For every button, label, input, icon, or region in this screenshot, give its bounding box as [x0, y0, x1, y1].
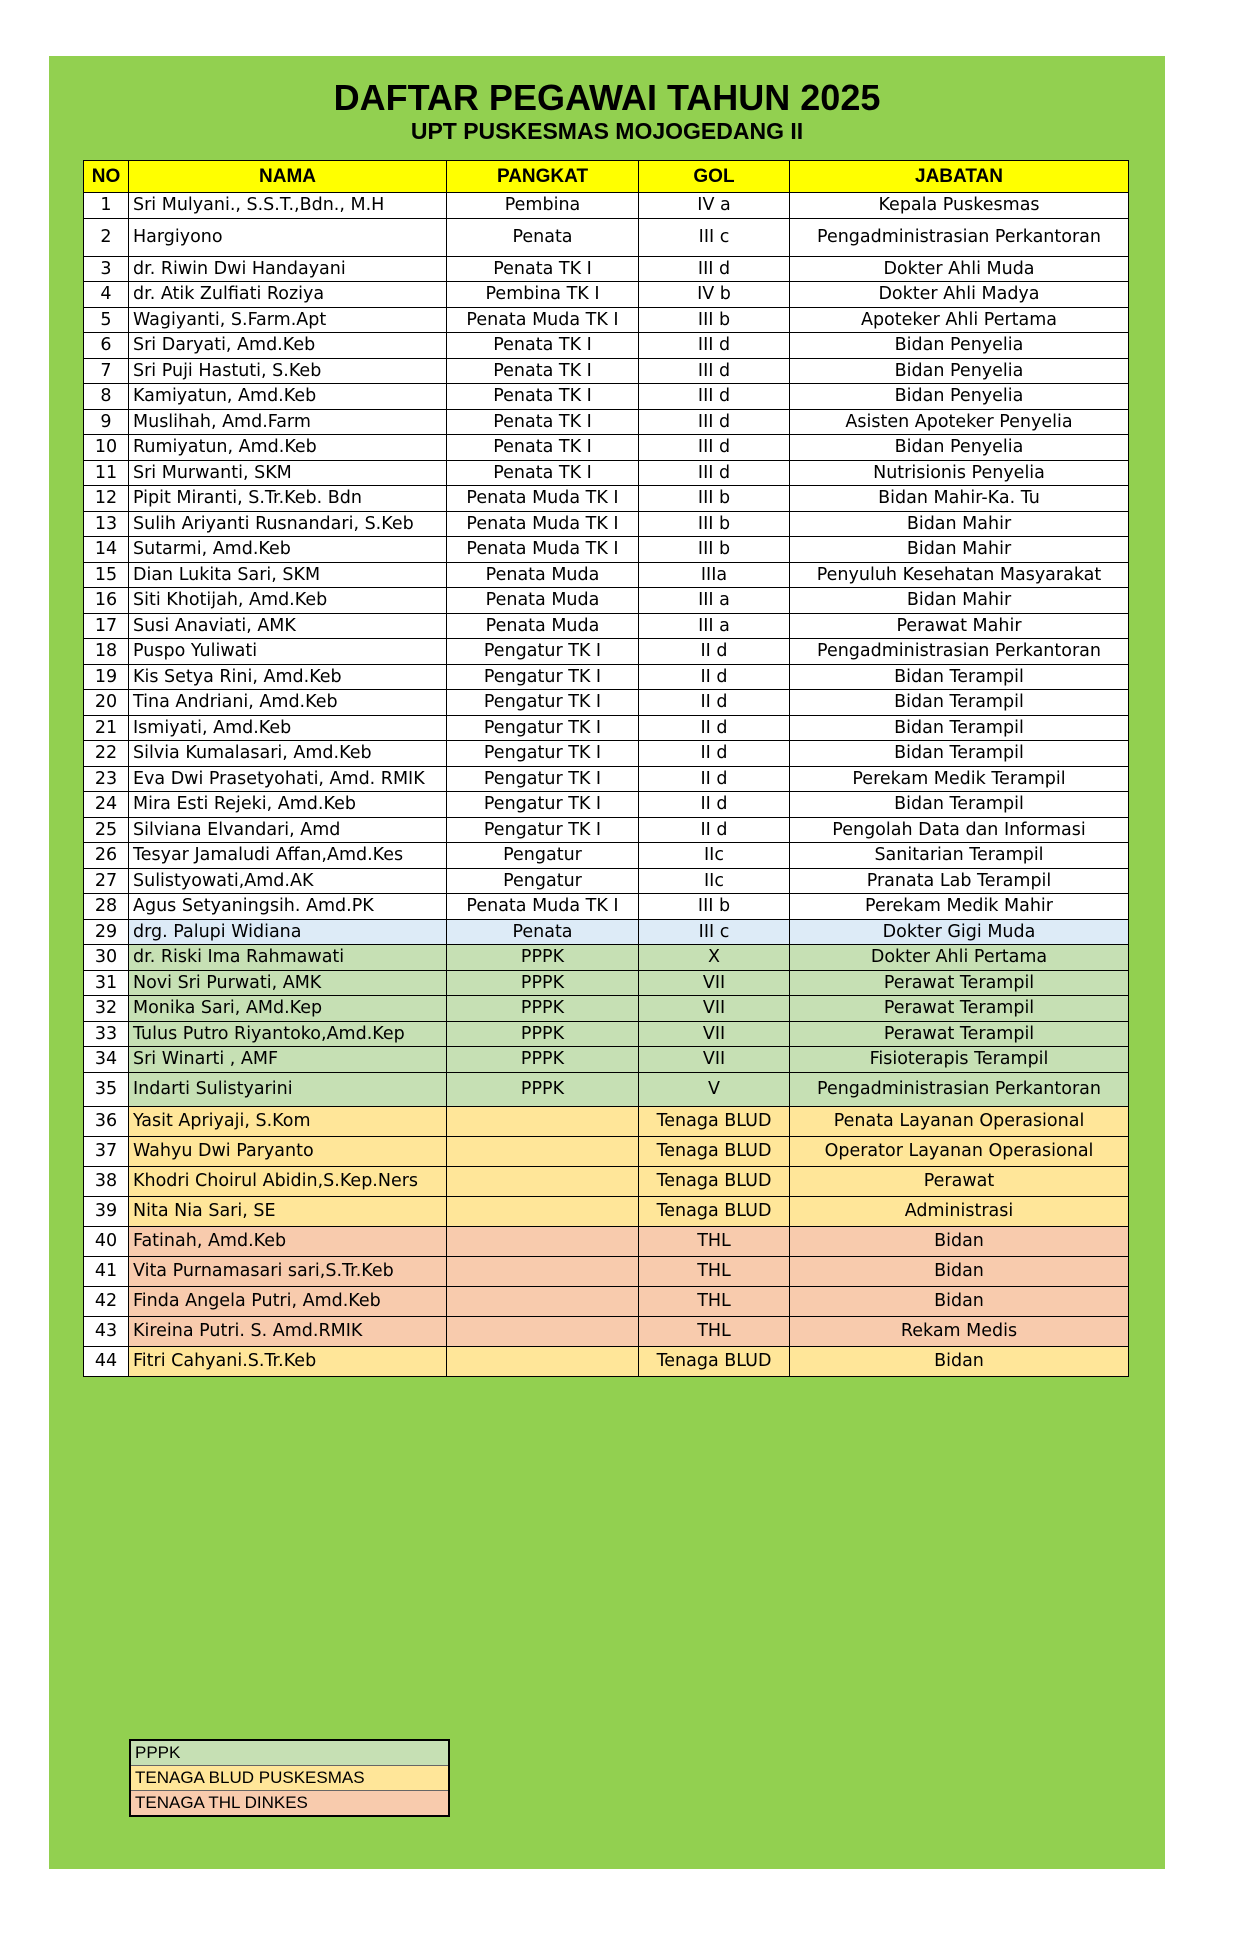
- cell-pangkat: Penata Muda: [447, 588, 639, 614]
- cell-no: 21: [84, 715, 129, 741]
- cell-nama: Wahyu Dwi Paryanto: [129, 1136, 447, 1166]
- cell-pangkat: PPPK: [447, 996, 639, 1022]
- cell-gol: IIIa: [639, 562, 790, 588]
- cell-pangkat: PPPK: [447, 945, 639, 971]
- table-row: [84, 664, 1129, 690]
- cell-pangkat: Penata Muda TK I: [447, 307, 639, 333]
- cell-pangkat: Pengatur TK I: [447, 639, 639, 665]
- cell-nama: Tina Andriani, Amd.Keb: [129, 690, 447, 716]
- table-row: [84, 1346, 1129, 1376]
- cell-no: 28: [84, 894, 129, 920]
- table-row: [84, 766, 1129, 792]
- cell-nama: Sri Mulyani., S.S.T.,Bdn., M.H: [129, 193, 447, 219]
- cell-gol: III c: [639, 919, 790, 945]
- cell-gol: THL: [639, 1226, 790, 1256]
- table-row: [84, 282, 1129, 308]
- cell-gol: IIc: [639, 868, 790, 894]
- cell-no: 30: [84, 945, 129, 971]
- cell-pangkat: Pengatur TK I: [447, 792, 639, 818]
- cell-nama: Sri Puji Hastuti, S.Keb: [129, 358, 447, 384]
- cell-jabatan: Penata Layanan Operasional: [790, 1106, 1129, 1136]
- cell-jabatan: Bidan: [790, 1286, 1129, 1316]
- legend-item-thl: TENAGA THL DINKES: [131, 1791, 448, 1815]
- cell-no: 14: [84, 537, 129, 563]
- cell-gol: Tenaga BLUD: [639, 1166, 790, 1196]
- table-row: [84, 218, 1129, 256]
- cell-gol: II d: [639, 766, 790, 792]
- cell-pangkat: PPPK: [447, 1047, 639, 1073]
- cell-gol: III d: [639, 358, 790, 384]
- table-row: [84, 613, 1129, 639]
- table-row: [84, 1136, 1129, 1166]
- cell-jabatan: Bidan: [790, 1346, 1129, 1376]
- cell-pangkat: Penata Muda TK I: [447, 537, 639, 563]
- cell-jabatan: Operator Layanan Operasional: [790, 1136, 1129, 1166]
- cell-jabatan: Perekam Medik Mahir: [790, 894, 1129, 920]
- table-row: [84, 843, 1129, 869]
- cell-jabatan: Pengadministrasian Perkantoran: [790, 1072, 1129, 1106]
- cell-gol: II d: [639, 664, 790, 690]
- cell-pangkat: Penata TK I: [447, 384, 639, 410]
- cell-nama: Khodri Choirul Abidin,S.Kep.Ners: [129, 1166, 447, 1196]
- cell-no: 39: [84, 1196, 129, 1226]
- page-title: DAFTAR PEGAWAI TAHUN 2025: [333, 77, 881, 118]
- cell-no: 31: [84, 970, 129, 996]
- cell-pangkat: PPPK: [447, 1021, 639, 1047]
- cell-nama: Hargiyono: [129, 218, 447, 256]
- cell-gol: THL: [639, 1286, 790, 1316]
- cell-pangkat: [447, 1106, 639, 1136]
- table-row: [84, 996, 1129, 1022]
- cell-no: 10: [84, 435, 129, 461]
- cell-no: 43: [84, 1316, 129, 1346]
- cell-gol: V: [639, 1072, 790, 1106]
- cell-jabatan: Bidan Terampil: [790, 741, 1129, 767]
- cell-gol: IIc: [639, 843, 790, 869]
- cell-jabatan: Dokter Ahli Muda: [790, 256, 1129, 282]
- table-row: [84, 307, 1129, 333]
- cell-no: 23: [84, 766, 129, 792]
- table-row: [84, 588, 1129, 614]
- cell-nama: Pipit Miranti, S.Tr.Keb. Bdn: [129, 486, 447, 512]
- table-row: [84, 715, 1129, 741]
- cell-jabatan: Bidan Mahir: [790, 511, 1129, 537]
- table-row: [84, 1226, 1129, 1256]
- cell-pangkat: Penata Muda TK I: [447, 486, 639, 512]
- cell-pangkat: Penata: [447, 218, 639, 256]
- cell-pangkat: Penata TK I: [447, 409, 639, 435]
- cell-jabatan: Bidan Terampil: [790, 715, 1129, 741]
- cell-no: 19: [84, 664, 129, 690]
- cell-nama: Indarti Sulistyarini: [129, 1072, 447, 1106]
- cell-no: 22: [84, 741, 129, 767]
- cell-gol: III b: [639, 307, 790, 333]
- cell-nama: Fitri Cahyani.S.Tr.Keb: [129, 1346, 447, 1376]
- cell-nama: Sulih Ariyanti Rusnandari, S.Keb: [129, 511, 447, 537]
- cell-gol: Tenaga BLUD: [639, 1136, 790, 1166]
- cell-no: 40: [84, 1226, 129, 1256]
- table-row: [84, 1072, 1129, 1106]
- cell-pangkat: [447, 1136, 639, 1166]
- cell-pangkat: Penata TK I: [447, 256, 639, 282]
- table-row: [84, 333, 1129, 359]
- cell-no: 29: [84, 919, 129, 945]
- cell-pangkat: [447, 1196, 639, 1226]
- cell-jabatan: Bidan Penyelia: [790, 358, 1129, 384]
- cell-pangkat: Penata TK I: [447, 333, 639, 359]
- cell-gol: III b: [639, 486, 790, 512]
- column-header-pangkat: PANGKAT: [447, 161, 639, 193]
- table-row: [84, 1021, 1129, 1047]
- cell-nama: Sulistyowati,Amd.AK: [129, 868, 447, 894]
- table-row: [84, 894, 1129, 920]
- cell-gol: III d: [639, 384, 790, 410]
- cell-pangkat: Pembina: [447, 193, 639, 219]
- table-row: [84, 435, 1129, 461]
- cell-no: 3: [84, 256, 129, 282]
- cell-nama: Agus Setyaningsih. Amd.PK: [129, 894, 447, 920]
- cell-nama: Kis Setya Rini, Amd.Keb: [129, 664, 447, 690]
- cell-no: 26: [84, 843, 129, 869]
- table-row: [84, 919, 1129, 945]
- cell-gol: III d: [639, 460, 790, 486]
- cell-gol: Tenaga BLUD: [639, 1106, 790, 1136]
- cell-nama: Tulus Putro Riyantoko,Amd.Kep: [129, 1021, 447, 1047]
- cell-gol: IV b: [639, 282, 790, 308]
- table-row: [84, 1196, 1129, 1226]
- cell-jabatan: Pranata Lab Terampil: [790, 868, 1129, 894]
- cell-nama: Finda Angela Putri, Amd.Keb: [129, 1286, 447, 1316]
- cell-jabatan: Perawat Terampil: [790, 970, 1129, 996]
- cell-no: 11: [84, 460, 129, 486]
- cell-no: 32: [84, 996, 129, 1022]
- cell-gol: THL: [639, 1316, 790, 1346]
- cell-pangkat: Pengatur TK I: [447, 664, 639, 690]
- cell-jabatan: Bidan Penyelia: [790, 435, 1129, 461]
- cell-pangkat: Pengatur: [447, 843, 639, 869]
- table-row: [84, 970, 1129, 996]
- legend-item-pppk: PPPK: [131, 1741, 448, 1766]
- cell-jabatan: Bidan Mahir: [790, 537, 1129, 563]
- cell-no: 5: [84, 307, 129, 333]
- cell-no: 27: [84, 868, 129, 894]
- cell-jabatan: Sanitarian Terampil: [790, 843, 1129, 869]
- table-row: [84, 1286, 1129, 1316]
- cell-no: 42: [84, 1286, 129, 1316]
- cell-gol: III d: [639, 435, 790, 461]
- cell-nama: Fatinah, Amd.Keb: [129, 1226, 447, 1256]
- cell-jabatan: Administrasi: [790, 1196, 1129, 1226]
- employee-table: [83, 160, 1129, 1377]
- cell-nama: Puspo Yuliwati: [129, 639, 447, 665]
- cell-jabatan: Pengolah Data dan Informasi: [790, 817, 1129, 843]
- legend-item-blud: TENAGA BLUD PUSKESMAS: [131, 1766, 448, 1791]
- cell-gol: III d: [639, 256, 790, 282]
- cell-nama: Mira Esti Rejeki, Amd.Keb: [129, 792, 447, 818]
- cell-no: 9: [84, 409, 129, 435]
- cell-gol: III a: [639, 588, 790, 614]
- cell-no: 6: [84, 333, 129, 359]
- cell-no: 35: [84, 1072, 129, 1106]
- cell-no: 15: [84, 562, 129, 588]
- page-subtitle: UPT PUSKESMAS MOJOGEDANG II: [410, 118, 804, 144]
- table-row: [84, 945, 1129, 971]
- table-row: [84, 1166, 1129, 1196]
- cell-pangkat: Penata Muda: [447, 562, 639, 588]
- cell-pangkat: Penata: [447, 919, 639, 945]
- cell-nama: Muslihah, Amd.Farm: [129, 409, 447, 435]
- cell-jabatan: Pengadministrasian Perkantoran: [790, 218, 1129, 256]
- cell-no: 16: [84, 588, 129, 614]
- cell-nama: Nita Nia Sari, SE: [129, 1196, 447, 1226]
- cell-jabatan: Pengadministrasian Perkantoran: [790, 639, 1129, 665]
- column-header-gol: GOL: [639, 161, 790, 193]
- cell-gol: II d: [639, 690, 790, 716]
- cell-pangkat: [447, 1346, 639, 1376]
- cell-nama: Siti Khotijah, Amd.Keb: [129, 588, 447, 614]
- cell-nama: Sri Winarti , AMF: [129, 1047, 447, 1073]
- cell-no: 25: [84, 817, 129, 843]
- cell-no: 7: [84, 358, 129, 384]
- cell-jabatan: Dokter Gigi Muda: [790, 919, 1129, 945]
- cell-no: 8: [84, 384, 129, 410]
- cell-gol: Tenaga BLUD: [639, 1196, 790, 1226]
- cell-jabatan: Rekam Medis: [790, 1316, 1129, 1346]
- cell-nama: Kireina Putri. S. Amd.RMIK: [129, 1316, 447, 1346]
- cell-no: 12: [84, 486, 129, 512]
- cell-jabatan: Bidan Terampil: [790, 792, 1129, 818]
- table-row: [84, 193, 1129, 219]
- cell-no: 34: [84, 1047, 129, 1073]
- cell-nama: Ismiyati, Amd.Keb: [129, 715, 447, 741]
- cell-no: 44: [84, 1346, 129, 1376]
- cell-gol: III b: [639, 894, 790, 920]
- cell-gol: II d: [639, 741, 790, 767]
- cell-no: 1: [84, 193, 129, 219]
- cell-gol: VII: [639, 1047, 790, 1073]
- cell-jabatan: Perawat Terampil: [790, 1021, 1129, 1047]
- cell-nama: Rumiyatun, Amd.Keb: [129, 435, 447, 461]
- cell-jabatan: Fisioterapis Terampil: [790, 1047, 1129, 1073]
- table-header-row: [84, 161, 1129, 193]
- cell-nama: Silvia Kumalasari, Amd.Keb: [129, 741, 447, 767]
- table-row: [84, 1316, 1129, 1346]
- cell-nama: Yasit Apriyaji, S.Kom: [129, 1106, 447, 1136]
- cell-pangkat: Penata TK I: [447, 435, 639, 461]
- cell-pangkat: [447, 1286, 639, 1316]
- cell-pangkat: Penata TK I: [447, 460, 639, 486]
- cell-jabatan: Perawat Mahir: [790, 613, 1129, 639]
- cell-no: 20: [84, 690, 129, 716]
- column-header-no: NO: [84, 161, 129, 193]
- cell-pangkat: Penata Muda TK I: [447, 511, 639, 537]
- cell-pangkat: Penata TK I: [447, 358, 639, 384]
- cell-no: 36: [84, 1106, 129, 1136]
- cell-jabatan: Bidan: [790, 1256, 1129, 1286]
- cell-pangkat: [447, 1316, 639, 1346]
- table-row: [84, 384, 1129, 410]
- cell-gol: X: [639, 945, 790, 971]
- cell-no: 2: [84, 218, 129, 256]
- cell-gol: THL: [639, 1256, 790, 1286]
- cell-no: 38: [84, 1166, 129, 1196]
- cell-nama: Silviana Elvandari, Amd: [129, 817, 447, 843]
- cell-jabatan: Apoteker Ahli Pertama: [790, 307, 1129, 333]
- cell-pangkat: [447, 1256, 639, 1286]
- cell-nama: dr. Riski Ima Rahmawati: [129, 945, 447, 971]
- cell-pangkat: Penata Muda: [447, 613, 639, 639]
- cell-gol: II d: [639, 639, 790, 665]
- cell-gol: III d: [639, 409, 790, 435]
- table-row: [84, 741, 1129, 767]
- cell-pangkat: PPPK: [447, 970, 639, 996]
- cell-nama: Eva Dwi Prasetyohati, Amd. RMIK: [129, 766, 447, 792]
- table-row: [84, 1047, 1129, 1073]
- cell-no: 41: [84, 1256, 129, 1286]
- cell-no: 4: [84, 282, 129, 308]
- cell-gol: III a: [639, 613, 790, 639]
- cell-nama: Kamiyatun, Amd.Keb: [129, 384, 447, 410]
- cell-gol: VII: [639, 1021, 790, 1047]
- table-row: [84, 511, 1129, 537]
- cell-jabatan: Bidan Mahir: [790, 588, 1129, 614]
- cell-gol: II d: [639, 715, 790, 741]
- cell-jabatan: Dokter Ahli Pertama: [790, 945, 1129, 971]
- cell-jabatan: Bidan Mahir-Ka. Tu: [790, 486, 1129, 512]
- cell-no: 24: [84, 792, 129, 818]
- cell-gol: VII: [639, 970, 790, 996]
- legend: [129, 1739, 450, 1817]
- cell-jabatan: Kepala Puskesmas: [790, 193, 1129, 219]
- cell-pangkat: Penata Muda TK I: [447, 894, 639, 920]
- cell-jabatan: Bidan Penyelia: [790, 384, 1129, 410]
- cell-no: 33: [84, 1021, 129, 1047]
- table-row: [84, 868, 1129, 894]
- cell-gol: II d: [639, 817, 790, 843]
- column-header-jabatan: JABATAN: [790, 161, 1129, 193]
- table-row: [84, 562, 1129, 588]
- cell-pangkat: Pengatur TK I: [447, 715, 639, 741]
- cell-pangkat: [447, 1226, 639, 1256]
- cell-pangkat: PPPK: [447, 1072, 639, 1106]
- cell-jabatan: Bidan Penyelia: [790, 333, 1129, 359]
- cell-jabatan: Penyuluh Kesehatan Masyarakat: [790, 562, 1129, 588]
- document-sheet: [49, 56, 1165, 1869]
- cell-jabatan: Bidan Terampil: [790, 690, 1129, 716]
- table-row: [84, 639, 1129, 665]
- table-row: [84, 486, 1129, 512]
- cell-nama: Wagiyanti, S.Farm.Apt: [129, 307, 447, 333]
- table-row: [84, 409, 1129, 435]
- cell-jabatan: Bidan Terampil: [790, 664, 1129, 690]
- cell-nama: dr. Riwin Dwi Handayani: [129, 256, 447, 282]
- cell-pangkat: Pengatur TK I: [447, 690, 639, 716]
- cell-pangkat: [447, 1166, 639, 1196]
- cell-gol: III d: [639, 333, 790, 359]
- cell-no: 13: [84, 511, 129, 537]
- cell-jabatan: Perawat: [790, 1166, 1129, 1196]
- table-row: [84, 537, 1129, 563]
- cell-nama: Dian Lukita Sari, SKM: [129, 562, 447, 588]
- cell-gol: IV a: [639, 193, 790, 219]
- cell-no: 17: [84, 613, 129, 639]
- cell-gol: III b: [639, 537, 790, 563]
- cell-nama: Sri Daryati, Amd.Keb: [129, 333, 447, 359]
- table-row: [84, 460, 1129, 486]
- cell-nama: Vita Purnamasari sari,S.Tr.Keb: [129, 1256, 447, 1286]
- cell-pangkat: Pengatur TK I: [447, 817, 639, 843]
- cell-nama: Susi Anaviati, AMK: [129, 613, 447, 639]
- table-row: [84, 358, 1129, 384]
- cell-nama: Sutarmi, Amd.Keb: [129, 537, 447, 563]
- table-row: [84, 690, 1129, 716]
- cell-nama: Sri Murwanti, SKM: [129, 460, 447, 486]
- cell-jabatan: Nutrisionis Penyelia: [790, 460, 1129, 486]
- cell-gol: III b: [639, 511, 790, 537]
- cell-jabatan: Dokter Ahli Madya: [790, 282, 1129, 308]
- cell-gol: Tenaga BLUD: [639, 1346, 790, 1376]
- cell-jabatan: Perawat Terampil: [790, 996, 1129, 1022]
- cell-nama: drg. Palupi Widiana: [129, 919, 447, 945]
- table-body: [84, 193, 1129, 1377]
- table-row: [84, 1106, 1129, 1136]
- cell-no: 18: [84, 639, 129, 665]
- column-header-nama: NAMA: [129, 161, 447, 193]
- cell-nama: Tesyar Jamaludi Affan,Amd.Kes: [129, 843, 447, 869]
- cell-jabatan: Bidan: [790, 1226, 1129, 1256]
- cell-pangkat: Pengatur TK I: [447, 766, 639, 792]
- cell-gol: III c: [639, 218, 790, 256]
- cell-gol: II d: [639, 792, 790, 818]
- table-row: [84, 1256, 1129, 1286]
- cell-jabatan: Asisten Apoteker Penyelia: [790, 409, 1129, 435]
- cell-jabatan: Perekam Medik Terampil: [790, 766, 1129, 792]
- cell-nama: dr. Atik Zulfiati Roziya: [129, 282, 447, 308]
- cell-pangkat: Pengatur TK I: [447, 741, 639, 767]
- table-row: [84, 817, 1129, 843]
- cell-no: 37: [84, 1136, 129, 1166]
- table-row: [84, 256, 1129, 282]
- cell-nama: Monika Sari, AMd.Kep: [129, 996, 447, 1022]
- cell-gol: VII: [639, 996, 790, 1022]
- cell-nama: Novi Sri Purwati, AMK: [129, 970, 447, 996]
- table-row: [84, 792, 1129, 818]
- cell-pangkat: Pengatur: [447, 868, 639, 894]
- cell-pangkat: Pembina TK I: [447, 282, 639, 308]
